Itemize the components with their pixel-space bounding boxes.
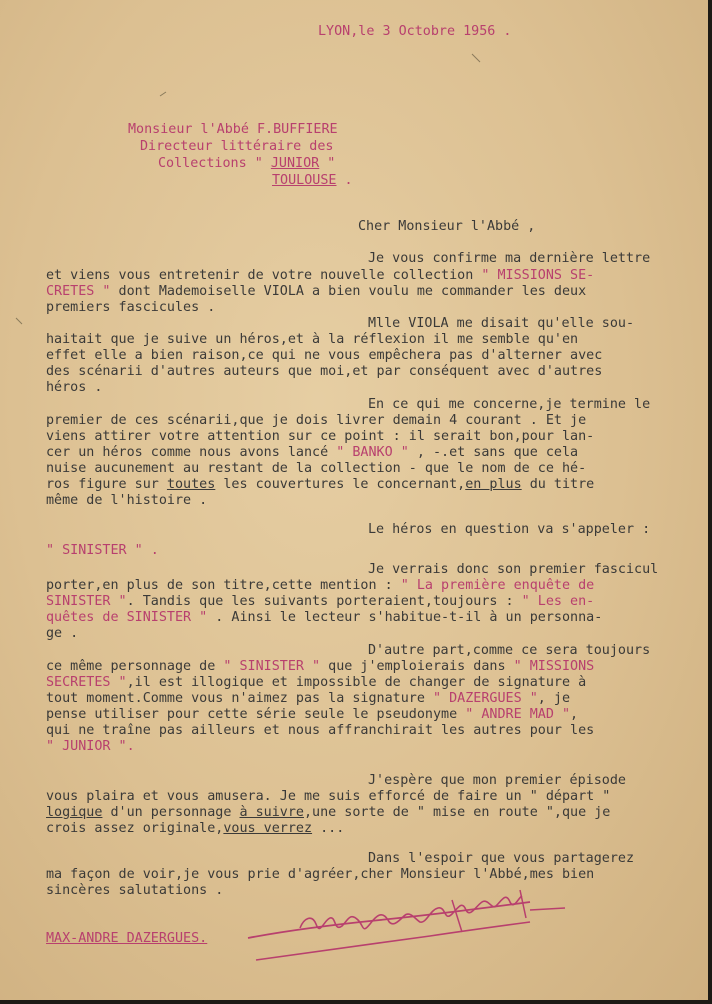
recipient-line-2: Directeur littéraire des	[140, 139, 334, 154]
p2-line-4: des scénarii d'autres auteurs que moi,et par conséquent avec d'autres	[46, 364, 603, 379]
recipient-line-4: TOULOUSE .	[272, 173, 353, 188]
recipient-line-1: Monsieur l'Abbé F.BUFFIERE	[128, 122, 338, 137]
p3-line-6: ros figure sur toutes les couvertures le concernant,en plus du titre	[46, 477, 595, 492]
p7-line-2: vous plaira et vous amusera. Je me suis efforcé de faire un " départ "	[46, 789, 611, 804]
p2-line-1: Mlle VIOLA me disait qu'elle sou-	[368, 316, 635, 331]
p6-line-2: ce même personnage de " SINISTER " que j'emploierais dans " MISSIONS	[46, 659, 595, 674]
p6-line-4: tout moment.Comme vous n'aimez pas la signature " DAZERGUES ", je	[46, 691, 571, 706]
p1-line-1: Je vous confirme ma dernière lettre	[368, 251, 651, 266]
p5-line-5: ge .	[46, 626, 79, 641]
p7-line-3: logique d'un personnage à suivre,une sorte de " mise en route ",que je	[46, 805, 611, 820]
p3-line-3: viens attirer votre attention sur ce point : il serait bon,pour lan-	[46, 429, 595, 444]
p5-line-4: quêtes de SINISTER " . Ainsi le lecteur s'habitue-t-il à un personna-	[46, 610, 603, 625]
p3-line-5: nuise aucunement au restant de la collection - que le nom de ce hé-	[46, 461, 587, 476]
salutation: Cher Monsieur l'Abbé ,	[358, 219, 536, 234]
toulouse-underlined: TOULOUSE	[272, 173, 337, 188]
p7-line-4: crois assez originale,vous verrez ...	[46, 821, 345, 836]
p5-line-2: porter,en plus de son titre,cette mention : " La première enquête de	[46, 578, 595, 593]
p5-line-1: Je verrais donc son premier fascicul	[368, 562, 659, 577]
p4-line-1: Le héros en question va s'appeler :	[368, 522, 651, 537]
p6-line-5: pense utiliser pour cette série seule le pseudonyme " ANDRE MAD ",	[46, 707, 579, 722]
typed-signature: MAX-ANDRE DAZERGUES.	[46, 931, 208, 946]
p8-line-3: sincères salutations .	[46, 883, 224, 898]
p3-line-2: premier de ces scénarii,que je dois livrer demain 4 courant . Et je	[46, 413, 587, 428]
p6-line-3: SECRETES ",il est illogique et impossible de changer de signature à	[46, 675, 587, 690]
p1-line-2: et viens vous entretenir de votre nouvelle collection " MISSIONS SE-	[46, 268, 595, 283]
p8-line-2: ma façon de voir,je vous prie d'agréer,cher Monsieur l'Abbé,mes bien	[46, 867, 595, 882]
letter-date: LYON,le 3 Octobre 1956 .	[318, 24, 512, 39]
p2-line-2: haitait que je suive un héros,et à la réflexion il me semble qu'en	[46, 332, 579, 347]
p3-line-1: En ce qui me concerne,je termine le	[368, 397, 651, 412]
recipient-line-3: Collections " JUNIOR "	[158, 156, 336, 171]
p6-line-6: qui ne traîne pas ailleurs et nous affranchirait les autres pour les	[46, 723, 595, 738]
p3-line-4: cer un héros comme nous avons lancé " BANKO " , -.et sans que cela	[46, 445, 579, 460]
p2-line-5: héros .	[46, 380, 103, 395]
p5-line-3: SINISTER ". Tandis que les suivants porteraient,toujours : " Les en-	[46, 594, 595, 609]
p7-line-1: J'espère que mon premier épisode	[368, 773, 626, 788]
p6-line-1: D'autre part,comme ce sera toujours	[368, 643, 651, 658]
p6-line-7: " JUNIOR ".	[46, 739, 135, 754]
p2-line-3: effet elle a bien raison,ce qui ne vous empêchera pas d'alterner avec	[46, 348, 603, 363]
p1-line-4: premiers fascicules .	[46, 300, 216, 315]
p3-line-7: même de l'histoire .	[46, 493, 208, 508]
p8-line-1: Dans l'espoir que vous partagerez	[368, 851, 635, 866]
sinister-name: " SINISTER " .	[46, 543, 159, 558]
p1-line-3: CRETES " dont Mademoiselle VIOLA a bien voulu me commander les deux	[46, 284, 587, 299]
junior-underlined: JUNIOR	[270, 156, 320, 171]
